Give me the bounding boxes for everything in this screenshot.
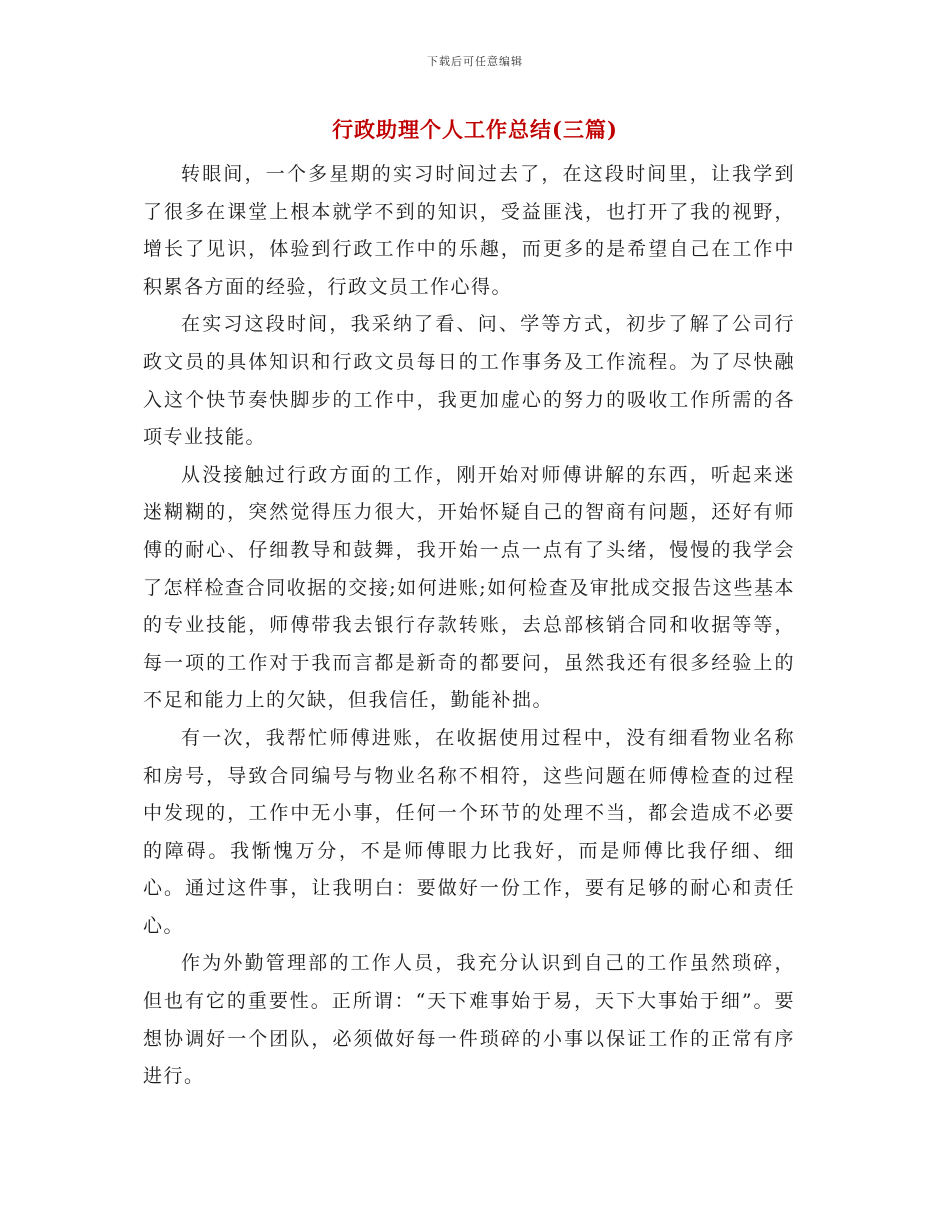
paragraph-4: 有一次，我帮忙师傅进账，在收据使用过程中，没有细看物业名称和房号，导致合同编号与物业名称不相符，这些问题在师傅检查的过程中发现的，工作中无小事，任何一个环节的处理不当，都会造成不必要的障碍。我惭愧万分，不是师傅眼力比我好，而是师傅比我仔细、细心。通过这件事，让我明白：要做好一份工作，要有足够的耐心和责任心。 [143, 726, 795, 937]
document-body [143, 156, 795, 1096]
paragraph-1: 转眼间，一个多星期的实习时间过去了，在这段时间里，让我学到了很多在课堂上根本就学不到的知识，受益匪浅，也打开了我的视野，增长了见识，体验到行政工作中的乐趣，而更多的是希望自己在工作中积累各方面的经验，行政文员工作心得。 [143, 163, 795, 298]
paragraph-2: 在实习这段时间，我采纳了看、问、学等方式，初步了解了公司行政文员的具体知识和行政文员每日的工作事务及工作流程。为了尽快融入这个快节奏快脚步的工作中，我更加虚心的努力的吸收工作所需的各项专业技能。 [143, 313, 795, 449]
paragraph-3: 从没接触过行政方面的工作，刚开始对师傅讲解的东西，听起来迷迷糊糊的，突然觉得压力很大，开始怀疑自己的智商有问题，还好有师傅的耐心、仔细教导和鼓舞，我开始一点一点有了头绪，慢慢的我学会了怎样检查合同收据的交接;如何进账;如何检查及审批成交报告这些基本的专业技能，师傅带我去银行存款转账，去总部核销合同和收据等等，每一项的工作对于我而言都是新奇的都要问，虽然我还有很多经验上的不足和能力上的欠缺，但我信任，勤能补拙。 [143, 463, 795, 712]
header-note: 下载后可任意编辑 [427, 55, 523, 68]
paragraph-5: 作为外勤管理部的工作人员，我充分认识到自己的工作虽然琐碎，但也有它的重要性。正所谓：“天下难事始于易，天下大事始于细”。要想协调好一个团队，必须做好每一件琐碎的小事以保证工作的正常有序进行。 [143, 952, 795, 1088]
document-title: 行政助理个人工作总结(三篇) [332, 117, 618, 142]
